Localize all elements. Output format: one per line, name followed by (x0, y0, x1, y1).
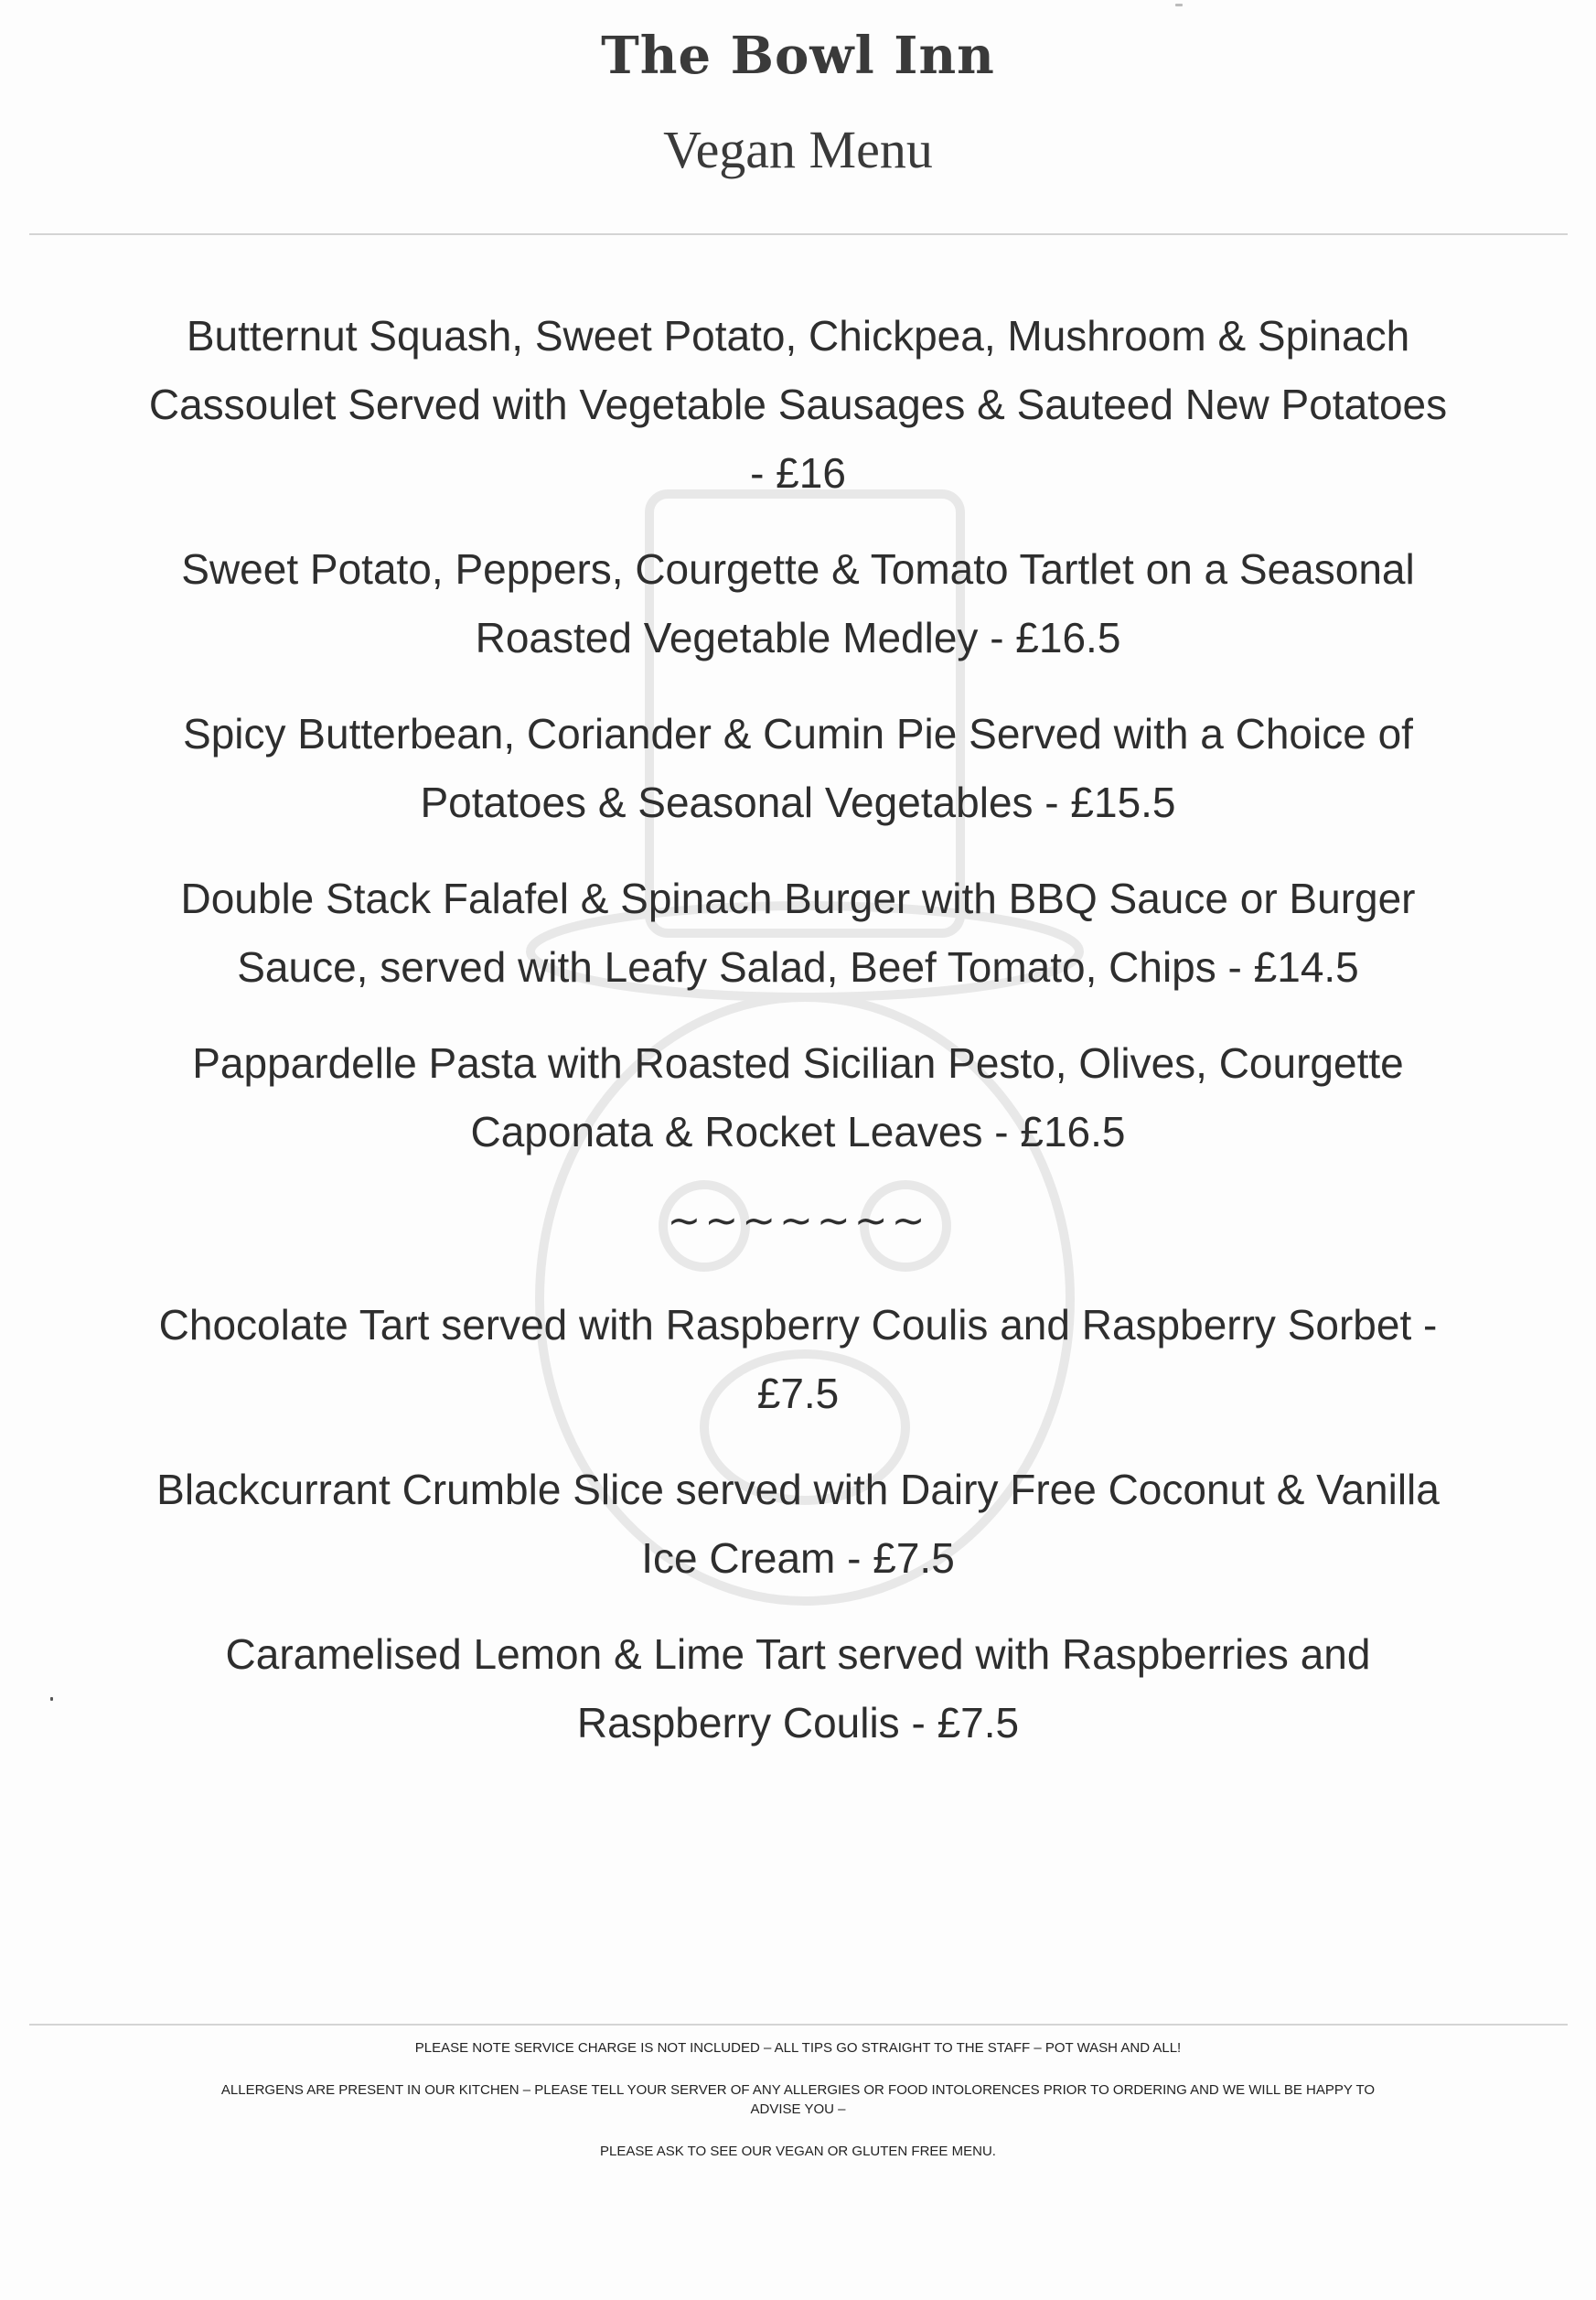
scan-speck (50, 1697, 53, 1701)
menu-item: Butternut Squash, Sweet Potato, Chickpea, Mushroom & Spinach Cassoulet Served with Vegetable Sausages & Sauteed New Potatoes - £16 (148, 312, 1448, 497)
header-divider (29, 233, 1568, 235)
footer-divider (29, 2024, 1568, 2026)
scan-speck (1175, 4, 1183, 6)
section-separator: ~~~~~~~ (667, 1198, 929, 1244)
menu-list (137, 302, 1459, 1785)
dessert-item: Blackcurrant Crumble Slice served with Dairy Free Coconut & Vanilla Ice Cream - £7.5 (156, 1466, 1440, 1582)
menu-item: Sweet Potato, Peppers, Courgette & Tomato Tartlet on a Seasonal Roasted Vegetable Medley - £16.5 (181, 545, 1415, 661)
menu-item: Pappardelle Pasta with Roasted Sicilian Pesto, Olives, Courgette Caponata & Rocket Leaves - £16.5 (192, 1039, 1404, 1155)
dessert-item: Chocolate Tart served with Raspberry Coulis and Raspberry Sorbet - £7.5 (158, 1301, 1438, 1417)
alternative-menu-note: PLEASE ASK TO SEE OUR VEGAN OR GLUTEN FREE MENU. (600, 2144, 996, 2159)
service-charge-note: PLEASE NOTE SERVICE CHARGE IS NOT INCLUDED – ALL TIPS GO STRAIGHT TO THE STAFF – POT WASH AND ALL! (414, 2040, 1182, 2056)
footer-notes (210, 2038, 1386, 2184)
menu-title: Vegan Menu (663, 120, 933, 179)
menu-item: Double Stack Falafel & Spinach Burger with BBQ Sauce or Burger Sauce, served with Leafy Salad, Beef Tomato, Chips - £14.5 (180, 875, 1416, 991)
dessert-item: Caramelised Lemon & Lime Tart served with Raspberries and Raspberry Coulis - £7.5 (225, 1630, 1371, 1746)
allergen-note: ALLERGENS ARE PRESENT IN OUR KITCHEN – PLEASE TELL YOUR SERVER OF ANY ALLERGIES OR FOOD INTOLORENCES PRIOR TO ORDERING AND WE WILL BE HAPPY TO ADVISE YOU – (220, 2082, 1376, 2117)
menu-item: Spicy Butterbean, Coriander & Cumin Pie Served with a Choice of Potatoes & Seasonal Vegetables - £15.5 (183, 710, 1413, 826)
restaurant-name: The Bowl Inn (601, 26, 995, 86)
